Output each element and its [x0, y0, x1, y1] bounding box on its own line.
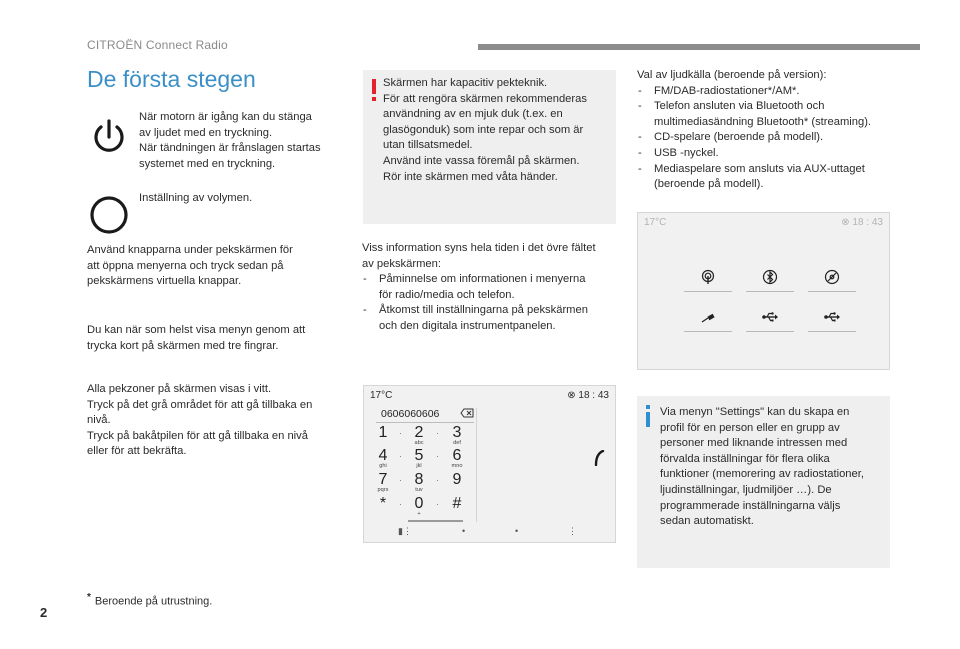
- usb-icon: [762, 309, 778, 325]
- key-2[interactable]: [409, 425, 429, 446]
- key-letters: ghi: [379, 463, 387, 469]
- key-letters: mno: [451, 463, 463, 469]
- text-line: - Påminnelse om informationen i menyerna: [379, 273, 586, 286]
- bluetooth-icon: [762, 269, 778, 285]
- key-6[interactable]: [447, 448, 467, 469]
- warning-line: utan tillsatsmedel.: [383, 139, 473, 152]
- text-line: - Åtkomst till inställningarna på pekskärmen: [379, 304, 588, 317]
- key-letters: jkl: [416, 463, 422, 469]
- volume-description: Inställning av volymen.: [139, 192, 253, 204]
- key-8[interactable]: [409, 472, 429, 493]
- radio-icon: [700, 269, 716, 285]
- key-digit: 1: [378, 424, 388, 441]
- dialed-number: 0606060606: [381, 408, 440, 420]
- tip-line: profil för en person eller en grupp av: [660, 421, 840, 434]
- nav-item-dot[interactable]: •: [462, 526, 466, 536]
- bottom-nav: [364, 526, 615, 542]
- text-line: - USB -nyckel.: [654, 146, 719, 159]
- key-digit: 4: [378, 447, 388, 464]
- warning-line: Rör inte skärmen med våta händer.: [383, 170, 558, 183]
- key-letters: pqrs: [377, 487, 389, 493]
- phone-keypad-screen: [363, 385, 616, 543]
- list-item: [637, 99, 899, 130]
- status-bar: [364, 386, 615, 405]
- tip-line: Via menyn "Settings" kan du skapa en: [660, 406, 850, 418]
- key-digit: 0: [414, 495, 424, 512]
- list-item: [637, 84, 899, 100]
- source-radio[interactable]: [684, 266, 732, 292]
- key-separator: ·: [399, 428, 402, 438]
- tip-line: förvalda inställningar för flera olika: [660, 452, 830, 465]
- warning-line: Använd inte vassa föremål på skärmen.: [383, 154, 580, 167]
- key-0[interactable]: [409, 496, 429, 517]
- list-item: [637, 162, 899, 193]
- warning-line: glasögonduk) som inte repar och som är: [383, 123, 584, 136]
- tip-line: programmerade inställningarna väljs: [660, 499, 841, 512]
- text-line: pekskärmens virtuella knappar.: [87, 275, 242, 288]
- footnote: [87, 592, 212, 608]
- tip-text: [660, 405, 882, 530]
- key-letters: tuv: [415, 487, 423, 493]
- key-separator: ·: [399, 451, 402, 461]
- list-item: [362, 272, 618, 303]
- key-digit: 9: [452, 471, 462, 488]
- key-3[interactable]: [447, 425, 467, 446]
- header-bar: [478, 44, 920, 50]
- list-item: [637, 130, 899, 146]
- power-line: När tändningen är frånslagen startas: [139, 142, 321, 155]
- text-line: eller för att bekräfta.: [87, 445, 187, 458]
- key-separator: ·: [436, 428, 439, 438]
- nav-item-dot[interactable]: •: [515, 526, 519, 536]
- text-line: - CD-spelare (beroende på modell).: [654, 131, 824, 144]
- key-separator: ·: [436, 451, 439, 461]
- text-line: Viss information syns hela tiden i det övre fältet: [362, 242, 596, 254]
- aux-jack-icon: [700, 309, 716, 325]
- text-line: att öppna menyerna och tryck sedan på: [87, 259, 284, 272]
- source-usb-1[interactable]: [746, 306, 794, 332]
- key-4[interactable]: [373, 448, 393, 469]
- key-digit: *: [379, 495, 387, 512]
- warning-line: Skärmen har kapacitiv pekteknik.: [383, 77, 548, 89]
- tip-line: sedan automatiskt.: [660, 515, 754, 528]
- key-separator: ·: [399, 499, 402, 509]
- text-line: - FM/DAB-radiostationer*/AM*.: [654, 84, 800, 97]
- temperature: 17°C: [370, 390, 393, 401]
- source-aux[interactable]: [684, 306, 732, 332]
- usb-icon: [824, 309, 840, 325]
- key-digit: 6: [452, 447, 462, 464]
- warning-line: användning av en mjuk duk (t.ex. en: [383, 108, 563, 121]
- keypad-bottom-line: [408, 520, 463, 522]
- source-selection-screen: [637, 212, 890, 370]
- text-line: nivå.: [87, 414, 111, 427]
- text-line: Alla pekzoner på skärmen visas i vitt.: [87, 383, 272, 395]
- text-line: för radio/media och telefon.: [379, 288, 515, 301]
- tip-line: personer med liknande intressen med: [660, 437, 848, 450]
- sources-list: [637, 84, 899, 193]
- clock: ⊗ 18 : 43: [567, 390, 609, 401]
- clock: ⊗ 18 : 43: [841, 217, 883, 228]
- power-line: När motorn är igång kan du stänga: [139, 111, 312, 123]
- power-description: [139, 110, 349, 172]
- key-separator: ·: [399, 475, 402, 485]
- tip-box: [637, 396, 890, 568]
- key-9[interactable]: [447, 472, 467, 487]
- info-icon: [645, 405, 651, 427]
- text-line: (beroende på modell).: [654, 178, 764, 191]
- key-digit: #: [452, 495, 462, 512]
- paragraph-three-fingers: [87, 323, 347, 354]
- text-line: Använd knapparna under pekskärmen för: [87, 244, 293, 256]
- page-number: 2: [40, 605, 48, 620]
- key-letters: abc: [414, 440, 424, 446]
- key-digit: 8: [414, 471, 424, 488]
- text-line: och den digitala instrumentpanelen.: [379, 319, 556, 332]
- text-line: - Telefon ansluten via Bluetooth och: [654, 100, 825, 113]
- key-hash[interactable]: [447, 496, 467, 511]
- key-digit: 3: [452, 424, 462, 441]
- key-letters: +: [417, 511, 421, 517]
- status-bar-info: [362, 241, 618, 335]
- page-title: De första stegen: [87, 66, 256, 92]
- cd-icon: [824, 269, 840, 285]
- volume-knob-icon: [89, 195, 129, 235]
- key-digit: 2: [414, 424, 424, 441]
- key-1[interactable]: [373, 425, 393, 440]
- key-digit: 5: [414, 447, 424, 464]
- tip-line: ljudinställningar, ljudmiljöer …). De: [660, 483, 832, 496]
- source-cd[interactable]: [808, 266, 856, 292]
- list-item: [637, 146, 899, 162]
- power-line: av ljudet med en tryckning.: [139, 126, 273, 139]
- key-separator: ·: [436, 499, 439, 509]
- text-line: Tryck på det grå området för att gå tillbaka en: [87, 398, 313, 411]
- source-bluetooth[interactable]: [746, 266, 794, 292]
- keypad-divider: [476, 408, 477, 522]
- text-line: Tryck på bakåtpilen för att gå tillbaka en nivå: [87, 429, 308, 442]
- paragraph-menus: [87, 243, 347, 290]
- key-digit: 7: [378, 471, 388, 488]
- warning-line: För att rengöra skärmen rekommenderas: [383, 92, 587, 105]
- text-line: av pekskärmen:: [362, 257, 441, 270]
- text-line: Du kan när som helst visa menyn genom att: [87, 324, 306, 336]
- text-line: multimediasändning Bluetooth* (streaming).: [654, 115, 872, 128]
- nav-item-menu[interactable]: ⋮: [568, 526, 577, 536]
- warning-box: [363, 70, 616, 224]
- call-icon[interactable]: [594, 450, 605, 466]
- backspace-icon[interactable]: [460, 408, 474, 418]
- nav-item-phone[interactable]: ▮⋮: [398, 526, 412, 536]
- info-list: [362, 272, 618, 334]
- footnote-mark: *: [87, 592, 91, 603]
- dial-underline: [376, 422, 474, 423]
- key-letters: def: [453, 440, 461, 446]
- key-7[interactable]: [373, 472, 393, 493]
- key-5[interactable]: [409, 448, 429, 469]
- text-line: - Mediaspelare som ansluts via AUX-uttaget: [654, 162, 865, 175]
- header-title: CITROËN Connect Radio: [87, 38, 228, 52]
- power-line: systemet med en tryckning.: [139, 157, 276, 170]
- text-line: Val av ljudkälla (beroende på version):: [637, 69, 827, 81]
- exclamation-icon: [371, 79, 377, 101]
- temperature: 17°C: [644, 217, 667, 228]
- list-item: [362, 303, 618, 334]
- warning-text: [383, 76, 611, 185]
- text-line: trycka kort på skärmen med tre fingrar.: [87, 339, 279, 352]
- audio-sources-text: [637, 68, 899, 193]
- paragraph-touch-zones: [87, 382, 347, 460]
- status-bar: [638, 213, 889, 232]
- power-icon: [90, 117, 128, 157]
- key-star[interactable]: [373, 496, 393, 511]
- footnote-text: Beroende på utrustning.: [94, 595, 213, 608]
- key-separator: ·: [436, 475, 439, 485]
- tip-line: funktioner (memorering av radiostationer,: [660, 468, 864, 481]
- source-usb-2[interactable]: [808, 306, 856, 332]
